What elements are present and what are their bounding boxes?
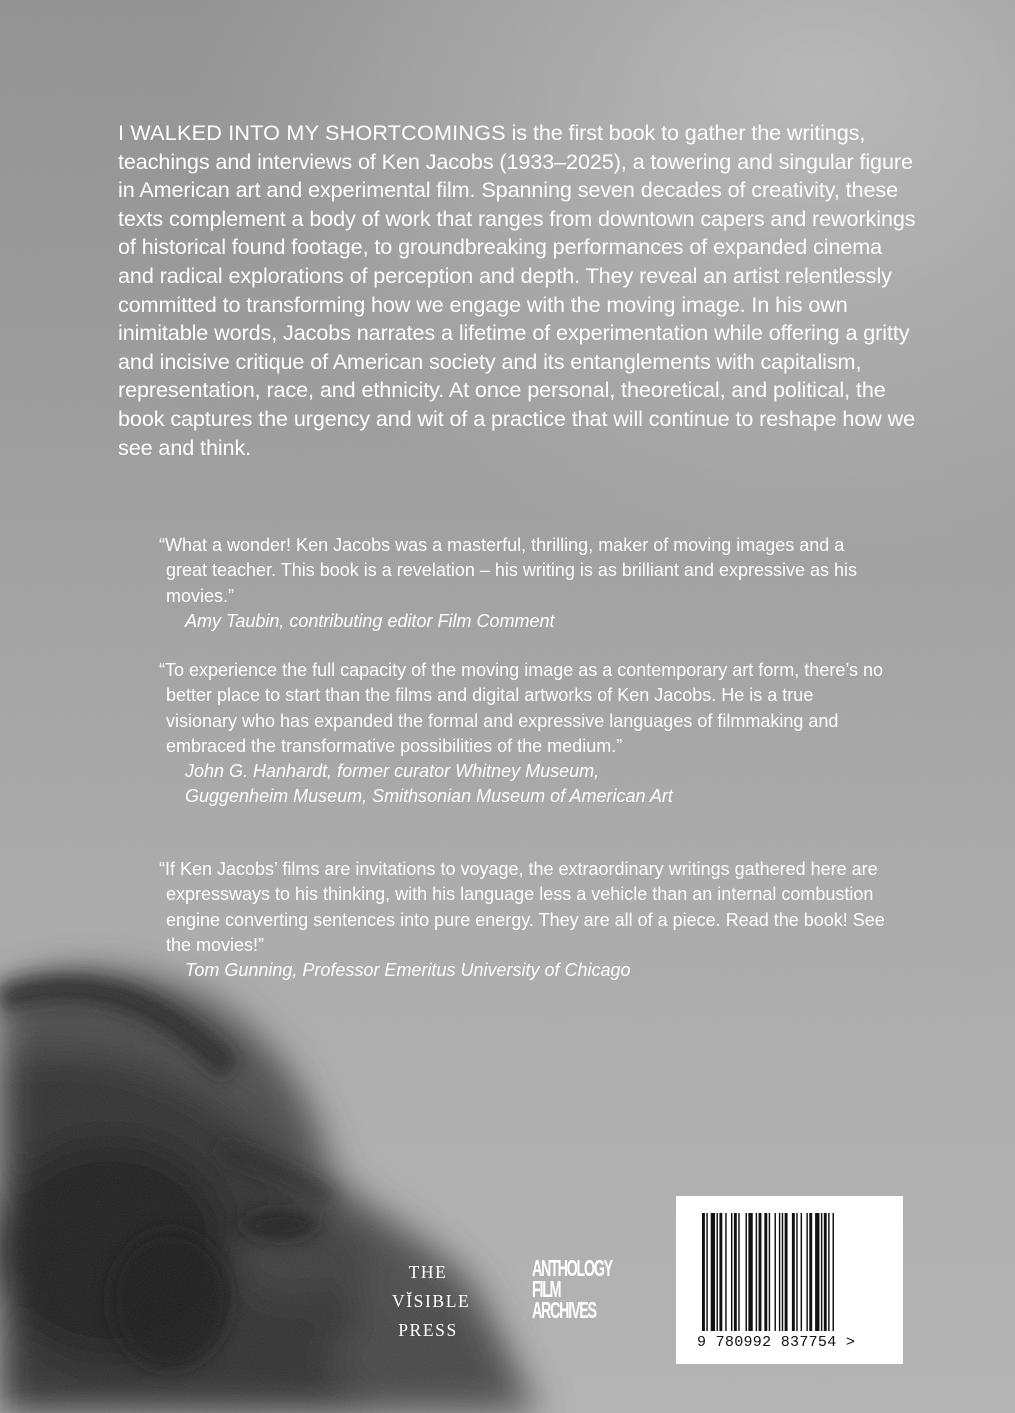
isbn-barcode: [676, 1196, 903, 1364]
barcode-bar: [746, 1213, 747, 1331]
logo-line: VĬSIBLE: [392, 1291, 471, 1311]
barcode-bar: [806, 1213, 807, 1331]
barcode-bar: [725, 1213, 726, 1331]
quote-attribution: John G. Hanhardt, former curator Whitney Museum,: [185, 761, 600, 782]
barcode-bar: [785, 1213, 788, 1331]
barcode-bar: [775, 1213, 776, 1331]
barcode-bar: [734, 1213, 737, 1331]
quote-text: “To experience the full capacity of the moving image as a contemporary art form, there’s no better place to start than the films and digital artworks of Ken Jacobs. He is a true visionary who has expanded the formal and expressive languages of filmmaking and embraced the transformative possibilities of the medium.”: [159, 660, 884, 756]
barcode-bar: [824, 1213, 827, 1331]
barcode-bar: [702, 1213, 705, 1331]
barcode-bar: [756, 1213, 757, 1331]
barcode-bar: [711, 1213, 715, 1331]
barcode-bar: [792, 1213, 795, 1331]
logo-line: THE: [408, 1262, 448, 1282]
barcode-bar: [748, 1213, 752, 1331]
publisher-logo-visible-press: [392, 1258, 471, 1345]
book-description: [118, 119, 918, 462]
barcode-bar: [717, 1213, 718, 1331]
barcode-bars: [702, 1213, 878, 1337]
barcode-bar: [821, 1213, 822, 1331]
quote-attribution: Tom Gunning, Professor Emeritus University of Chicago: [185, 960, 631, 981]
barcode-bar: [764, 1213, 767, 1331]
barcode-bar: [779, 1213, 780, 1331]
endorsement-quote: [159, 857, 886, 983]
barcode-bar: [828, 1213, 829, 1331]
barcode-bar: [706, 1213, 707, 1331]
quote-text: “What a wonder! Ken Jacobs was a masterful, thrilling, maker of moving images and a great teacher. This book is a revelation – his writing is as brilliant and expressive as his movies.”: [159, 535, 858, 606]
logo-line: FILM: [532, 1276, 561, 1302]
barcode-bar: [731, 1213, 732, 1331]
barcode-bar: [719, 1213, 722, 1331]
barcode-bar: [738, 1213, 739, 1331]
barcode-bar: [809, 1213, 812, 1331]
logo-line: ARCHIVES: [532, 1297, 596, 1323]
endorsement-quote: [159, 533, 886, 634]
barcode-bar: [815, 1213, 819, 1331]
quote-attribution: Guggenheim Museum, Smithsonian Museum of American Art: [185, 786, 673, 807]
quote-text: “If Ken Jacobs’ films are invitations to voyage, the extraordinary writings gathered here are expressways to his thinking, with his language less a vehicle than an internal combustion engine converting sentences into pure energy. They are all of a piece. Read the book! See the movies!”: [159, 859, 885, 955]
isbn-number: 9 780992 837754 >: [697, 1334, 856, 1351]
barcode-bar: [833, 1213, 834, 1331]
logo-line: PRESS: [398, 1320, 458, 1340]
endorsement-quote: [159, 658, 886, 810]
logo-line: ANTHOLOGY: [532, 1255, 612, 1281]
barcode-bar: [782, 1213, 783, 1331]
quote-attribution: Amy Taubin, contributing editor Film Comment: [185, 610, 555, 631]
book-description-text: is the first book to gather the writings, teachings and interviews of Ken Jacobs (1933–2025), a towering and singular figure in American art and experimental film. Spanning seven decades of creativity, these texts complement a body of work that ranges from downtown capers and reworkings of historical found footage, to groundbreaking performances of expanded cinema and radical explorations of perception and depth. They reveal an artist relentlessly committed to transforming how we engage with the moving image. In his own inimitable words, Jacobs narrates a lifetime of experimentation while offering a gritty and incisive critique of American society and its entanglements with capitalism, representation, race, and ethnicity. At once personal, theoretical, and political, the book captures the urgency and wit of a practice that will continue to reshape how we see and think.: [118, 120, 916, 460]
barcode-bar: [796, 1213, 797, 1331]
barcode-bar: [769, 1213, 770, 1331]
barcode-bar: [801, 1213, 802, 1331]
barcode-bar: [759, 1213, 762, 1331]
publisher-logo-anthology-film-archives: [532, 1255, 612, 1323]
book-title-caps: I WALKED INTO MY SHORTCOMINGS: [118, 120, 506, 145]
